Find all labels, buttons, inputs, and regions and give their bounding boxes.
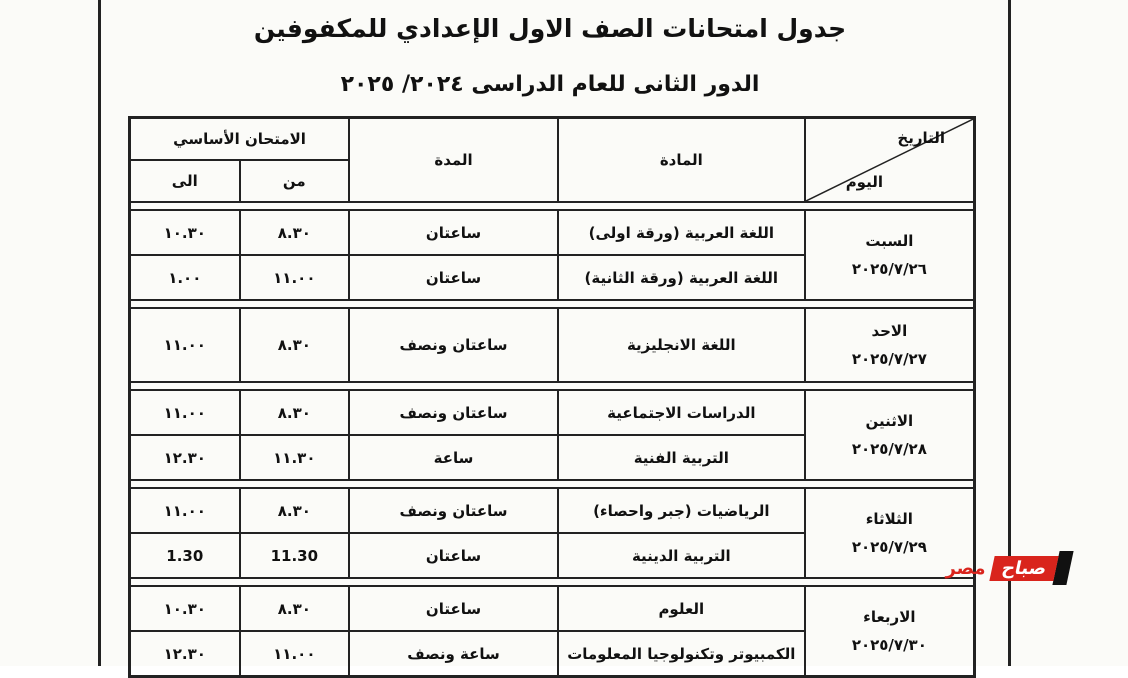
subject-cell: التربية الدينية	[558, 533, 805, 578]
table-row	[130, 308, 974, 382]
header-from: من	[240, 160, 350, 202]
to-time-cell: ١٠.٣٠	[130, 586, 240, 631]
group-separator-cell	[130, 300, 974, 308]
exam-schedule-table	[128, 116, 976, 678]
document-subtitle: الدور الثانى للعام الدراسى ٢٠٢٤/ ٢٠٢٥	[340, 72, 760, 97]
group-separator-cell	[130, 202, 974, 210]
subject-cell: اللغة الانجليزية	[558, 308, 805, 382]
group-separator-cell	[130, 382, 974, 390]
day-name: الاثنين	[865, 411, 914, 430]
schedule-body	[130, 202, 974, 676]
duration-cell: ساعتان	[349, 533, 558, 578]
group-separator-cell	[130, 480, 974, 488]
from-time-cell: ١١.٠٠	[240, 255, 350, 300]
group-separator	[130, 300, 974, 308]
header-day-label: اليوم	[845, 173, 883, 191]
subject-cell: الدراسات الاجتماعية	[558, 390, 805, 435]
to-time-cell: ١٢.٣٠	[130, 631, 240, 676]
group-separator-cell	[130, 578, 974, 586]
table-row	[130, 390, 974, 435]
subject-cell: اللغة العربية (ورقة الثانية)	[558, 255, 805, 300]
duration-cell: ساعتان	[349, 210, 558, 255]
from-time-cell: ١١.٣٠	[240, 435, 350, 480]
subject-cell: التربية الفنية	[558, 435, 805, 480]
duration-cell: ساعتان ونصف	[349, 390, 558, 435]
to-time-cell: ١١.٠٠	[130, 390, 240, 435]
subject-cell: العلوم	[558, 586, 805, 631]
day-name: الثلاثاء	[865, 509, 913, 528]
header-date-label: التاريخ	[897, 129, 945, 147]
day-cell	[805, 210, 974, 300]
duration-cell: ساعتان ونصف	[349, 308, 558, 382]
group-separator	[130, 382, 974, 390]
day-name: السبت	[865, 231, 914, 250]
group-separator	[130, 578, 974, 586]
day-name: الاحد	[871, 321, 908, 340]
from-time-cell: ٨.٣٠	[240, 390, 350, 435]
to-time-cell: ١٠.٣٠	[130, 210, 240, 255]
header-to: الى	[130, 160, 240, 202]
to-time-cell: ١١.٠٠	[130, 308, 240, 382]
group-separator	[130, 480, 974, 488]
from-time-cell: ١١.٠٠	[240, 631, 350, 676]
to-time-cell: ١١.٠٠	[130, 488, 240, 533]
header-exam-group: الامتحان الأساسي	[130, 118, 349, 160]
duration-cell: ساعتان	[349, 586, 558, 631]
duration-cell: ساعتان ونصف	[349, 488, 558, 533]
day-date: ٢٠٢٥/٧/٢٧	[851, 350, 927, 368]
duration-cell: ساعتان	[349, 255, 558, 300]
subject-cell: الكمبيوتر وتكنولوجيا المعلومات	[558, 631, 805, 676]
brand-watermark	[882, 548, 1076, 588]
document-title: جدول امتحانات الصف الاول الإعدادي للمكفوفين	[253, 14, 847, 43]
day-date: ٢٠٢٥/٧/٣٠	[851, 636, 927, 654]
from-time-cell: 11.30	[240, 533, 350, 578]
subject-cell: الرياضيات (جبر واحصاء)	[558, 488, 805, 533]
watermark-brand-text: مصر	[945, 557, 986, 579]
from-time-cell: ٨.٣٠	[240, 488, 350, 533]
table-row	[130, 488, 974, 533]
day-date: ٢٠٢٥/٧/٢٨	[851, 440, 927, 458]
from-time-cell: ٨.٣٠	[240, 586, 350, 631]
watermark-brand-box: صباح	[989, 556, 1059, 581]
from-time-cell: ٨.٣٠	[240, 210, 350, 255]
day-cell	[805, 390, 974, 480]
subject-cell: اللغة العربية (ورقة اولى)	[558, 210, 805, 255]
table-row	[130, 586, 974, 631]
day-name: الاربعاء	[863, 607, 916, 626]
duration-cell: ساعة ونصف	[349, 631, 558, 676]
header-duration: المدة	[349, 118, 558, 202]
header-subject: المادة	[558, 118, 805, 202]
duration-cell: ساعة	[349, 435, 558, 480]
to-time-cell: 1.30	[130, 533, 240, 578]
day-cell	[805, 308, 974, 382]
day-date: ٢٠٢٥/٧/٢٦	[851, 260, 927, 278]
day-date: ٢٠٢٥/٧/٢٩	[851, 538, 927, 556]
header-date-day-cell	[805, 118, 974, 202]
page-left-border	[98, 0, 101, 666]
table-row	[130, 210, 974, 255]
from-time-cell: ٨.٣٠	[240, 308, 350, 382]
to-time-cell: ١.٠٠	[130, 255, 240, 300]
day-cell	[805, 586, 974, 676]
diagonal-divider	[806, 119, 973, 201]
to-time-cell: ١٢.٣٠	[130, 435, 240, 480]
group-separator	[130, 202, 974, 210]
